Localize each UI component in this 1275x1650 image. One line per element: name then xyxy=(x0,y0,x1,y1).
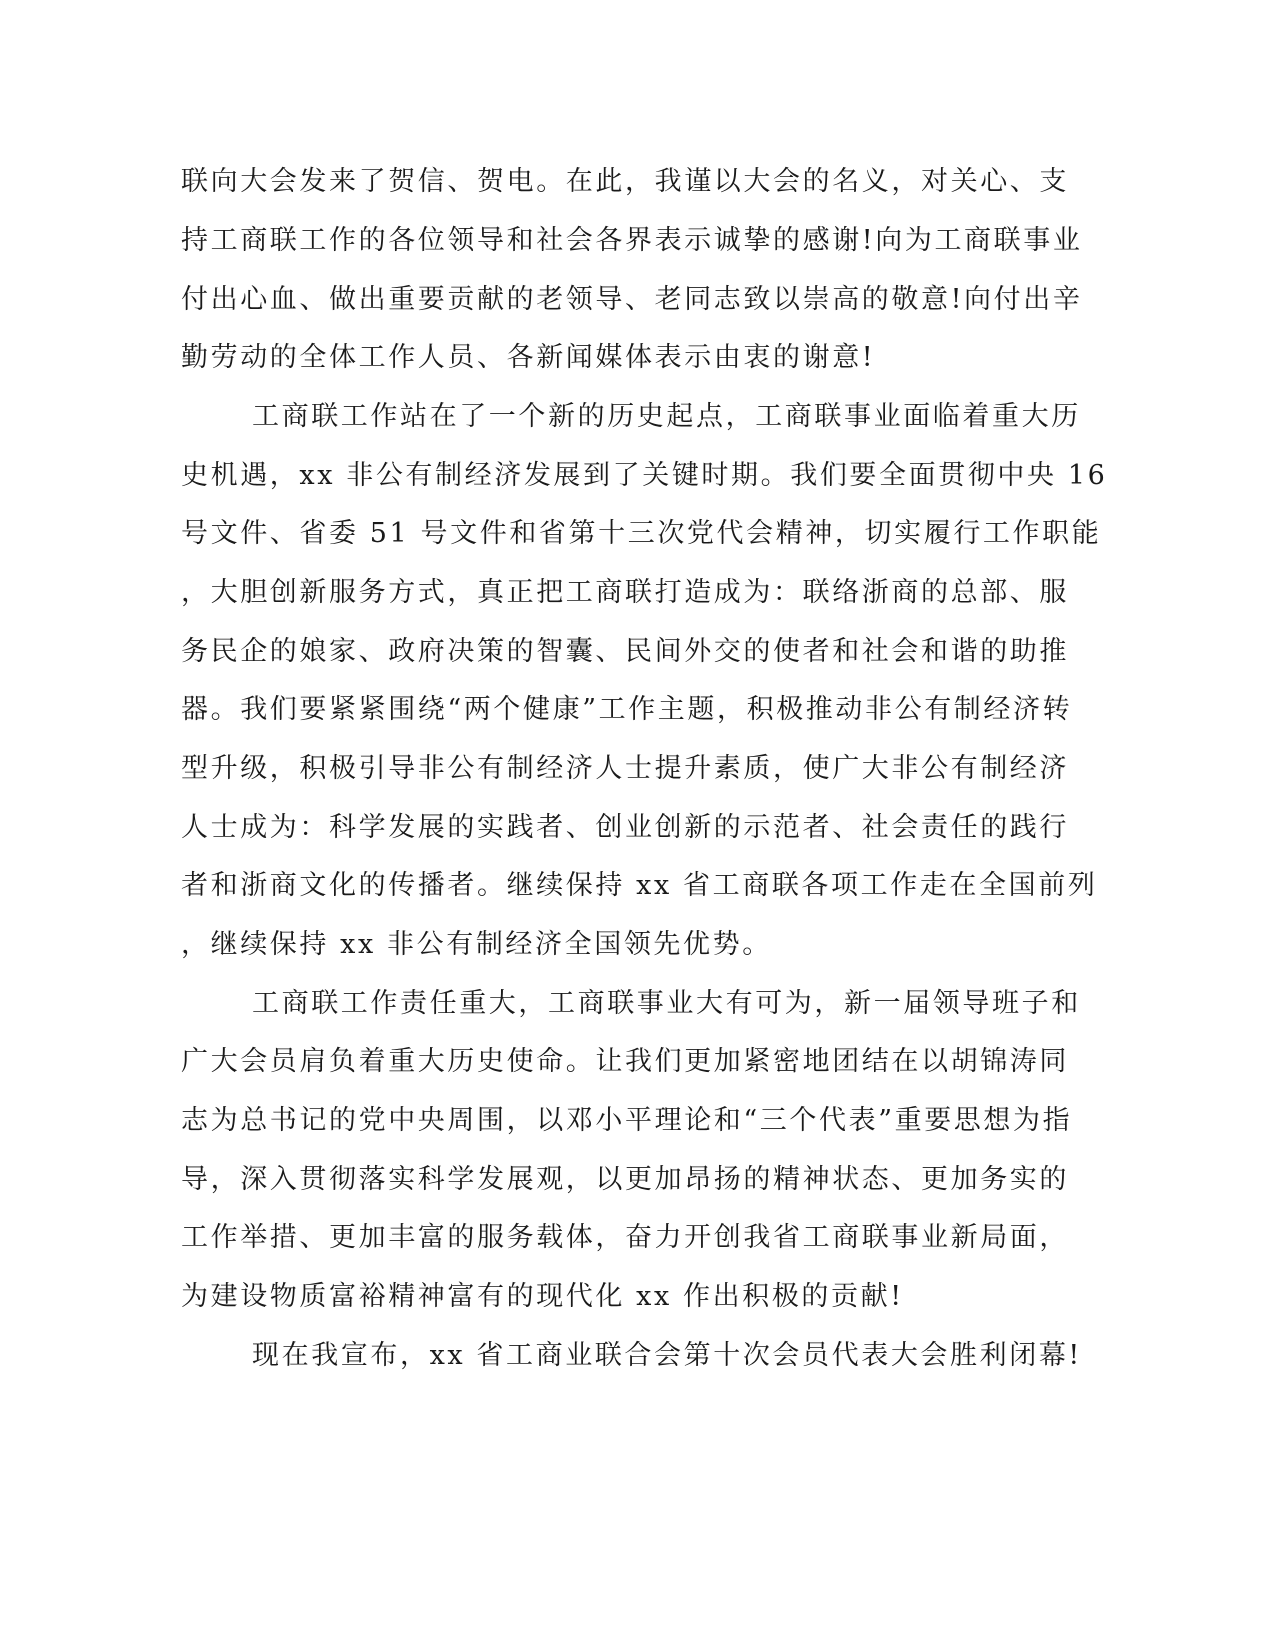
text-line: 志为总书记的党中央周围，以邓小平理论和“三个代表”重要思想为指 xyxy=(181,1105,1073,1136)
text-line: 为建设物质富裕精神富有的现代化 xx 作出积极的贡献! xyxy=(181,1281,904,1312)
text-line: 工作举措、更加丰富的服务载体，奋力开创我省工商联事业新局面， xyxy=(181,1222,1069,1253)
text-line: 广大会员肩负着重大历史使命。让我们更加紧密地团结在以胡锦涛同 xyxy=(181,1046,1069,1077)
text-line: 勤劳动的全体工作人员、各新闻媒体表示由衷的谢意! xyxy=(181,342,876,373)
text-line: ，大胆创新服务方式，真正把工商联打造成为：联络浙商的总部、服 xyxy=(181,577,1069,608)
text-line: ，继续保持 xx 非公有制经济全国领先优势。 xyxy=(181,929,772,960)
text-line: 者和浙商文化的传播者。继续保持 xx 省工商联各项工作走在全国前列 xyxy=(181,870,1098,901)
text-line: 持工商联工作的各位领导和社会各界表示诚挚的感谢!向为工商联事业 xyxy=(181,225,1083,256)
text-line: 导，深入贯彻落实科学发展观，以更加昂扬的精神状态、更加务实的 xyxy=(181,1164,1069,1195)
text-line: 工商联工作站在了一个新的历史起点，工商联事业面临着重大历 xyxy=(252,401,1081,432)
text-line: 史机遇，xx 非公有制经济发展到了关键时期。我们要全面贯彻中央 16 xyxy=(181,460,1108,491)
text-line: 型升级，积极引导非公有制经济人士提升素质，使广大非公有制经济 xyxy=(181,753,1069,784)
text-line: 付出心血、做出重要贡献的老领导、老同志致以崇高的敬意!向付出辛 xyxy=(181,284,1083,315)
text-line: 工商联工作责任重大，工商联事业大有可为，新一届领导班子和 xyxy=(252,988,1081,1019)
text-line: 号文件、省委 51 号文件和省第十三次党代会精神，切实履行工作职能 xyxy=(181,518,1102,549)
text-line: 器。我们要紧紧围绕“两个健康”工作主题，积极推动非公有制经济转 xyxy=(181,694,1073,725)
text-line: 联向大会发来了贺信、贺电。在此，我谨以大会的名义，对关心、支 xyxy=(181,166,1069,197)
text-line: 人士成为：科学发展的实践者、创业创新的示范者、社会责任的践行 xyxy=(181,812,1069,843)
text-line: 现在我宣布，xx 省工商业联合会第十次会员代表大会胜利闭幕! xyxy=(252,1340,1082,1371)
text-line: 务民企的娘家、政府决策的智囊、民间外交的使者和社会和谐的助推 xyxy=(181,636,1069,667)
